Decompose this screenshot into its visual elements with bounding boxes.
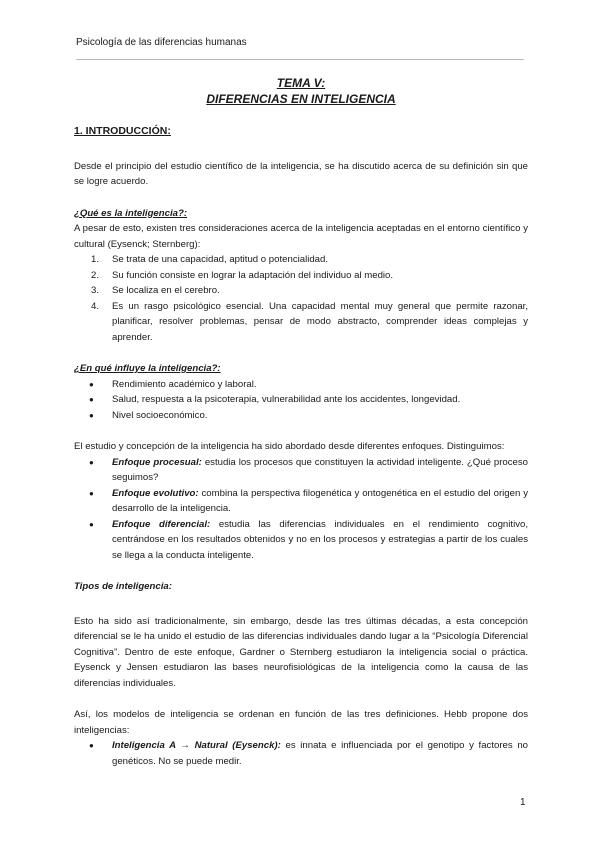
list-item: [74, 377, 528, 393]
types-heading: Tipos de inteligencia:: [74, 581, 172, 592]
list-number: 4.: [91, 300, 100, 312]
intro-paragraph: Desde el principio del estudio científico de la inteligencia, se ha discutido acerca de su definición sin que se logre acuerdo.: [74, 160, 528, 187]
influence-heading: ¿En qué influye la inteligencia?:: [74, 363, 221, 374]
type-text: es innata e influenciada por el genotipo y factores no genéticos. No se puede medir.: [112, 740, 528, 767]
bullet-icon: ●: [89, 457, 94, 467]
approaches-list: [74, 455, 528, 564]
types-paragraph-1: Esto ha sido así tradicionalmente, sin embargo, desde las tres últimas décadas, a esta concepción diferencial se le ha unido el estudio de las diferencias individuales dando lugar a la “Psicología Diferencial Cognitiva”. Dentro de este enfoque, Gardner o Sternberg estudiaron la inteligencia social o práctica. Eysenck y Jensen estudiaron las bases neurofisiológicas de la inteligencia como la causa de las diferencias individuales.: [74, 615, 528, 689]
approach-text: estudia los procesos que constituyen la actividad inteligente. ¿Qué proceso seguimos?: [112, 456, 528, 483]
list-item-text: Se localiza en el cerebro.: [112, 285, 220, 296]
list-item: [74, 283, 528, 299]
intro-heading: 1. INTRODUCCIÓN:: [74, 125, 171, 137]
list-item: [74, 455, 528, 486]
list-number: 3.: [91, 285, 100, 296]
list-item-text: Es un rasgo psicológico esencial. Una capacidad mental muy general que permite razonar, planificar, resolver problemas, pensar de modo abstracto, comprender ideas complejas y aprender.: [112, 300, 528, 343]
list-item: [74, 408, 528, 424]
list-item: [74, 268, 528, 284]
what-is-paragraph: A pesar de esto, existen tres consideraciones acerca de la inteligencia aceptadas en el entorno científico y cultural (Eysenck; Sternberg):: [74, 223, 528, 250]
list-item: [74, 299, 528, 346]
approach-term: Enfoque diferencial:: [112, 518, 211, 530]
types-paragraph-2: Así, los modelos de inteligencia se ordenan en función de las tres definiciones. Hebb propone dos inteligencias:: [74, 709, 528, 736]
list-number: 1.: [91, 254, 100, 265]
bullet-icon: ●: [89, 519, 94, 529]
list-item-text: Salud, respuesta a la psicoterapia, vulnerabilidad ante los accidentes, longevidad.: [112, 394, 461, 405]
bullet-icon: ●: [89, 379, 94, 389]
header-rule: [76, 59, 524, 60]
list-item: [74, 517, 528, 564]
approach-text: combina la perspectiva filogenética y ontogenética en el estudio del origen y desarrollo de la inteligencia.: [112, 487, 528, 514]
approach-text: estudia las diferencias individuales en el rendimiento cognitivo, centrándose en los resultados obtenidos y no en los procesos y estrategias a partir de los cuales se llega a la conducta inteligente.: [112, 518, 528, 561]
list-item-text: Se trata de una capacidad, aptitud o potencialidad.: [112, 254, 329, 265]
list-item: [74, 738, 528, 769]
chapter-title-line2: DIFERENCIAS EN INTELIGENCIA: [206, 92, 396, 106]
list-number: 2.: [91, 269, 100, 281]
approaches-paragraph: El estudio y concepción de la inteligencia ha sido abordado desde diferentes enfoques. Distinguimos:: [74, 441, 505, 452]
list-item: [74, 252, 528, 268]
types-list: [74, 738, 528, 769]
approach-term: Enfoque evolutivo:: [112, 487, 199, 499]
list-item-text: Rendimiento académico y laboral.: [112, 378, 257, 390]
bullet-icon: ●: [89, 395, 94, 404]
what-is-heading: ¿Qué es la inteligencia?:: [74, 207, 188, 219]
page-body: [74, 75, 528, 769]
chapter-title-line1: TEMA V:: [276, 76, 326, 90]
list-item-text: Su función consiste en lograr la adaptación del individuo al medio.: [112, 269, 394, 281]
list-item-text: Nivel socioeconómico.: [112, 409, 208, 421]
type-term: Inteligencia A → Natural (Eysenck):: [112, 740, 281, 751]
approach-term: Enfoque procesual:: [112, 456, 202, 468]
running-header: Psicología de las diferencias humanas: [76, 37, 247, 48]
list-item: [74, 392, 528, 408]
bullet-icon: ●: [89, 488, 94, 498]
bullet-icon: ●: [89, 410, 94, 420]
bullet-icon: ●: [89, 741, 94, 750]
page-number: 1: [520, 797, 526, 808]
influence-list: [74, 377, 528, 424]
list-item: [74, 486, 528, 517]
what-is-list: [74, 252, 528, 345]
